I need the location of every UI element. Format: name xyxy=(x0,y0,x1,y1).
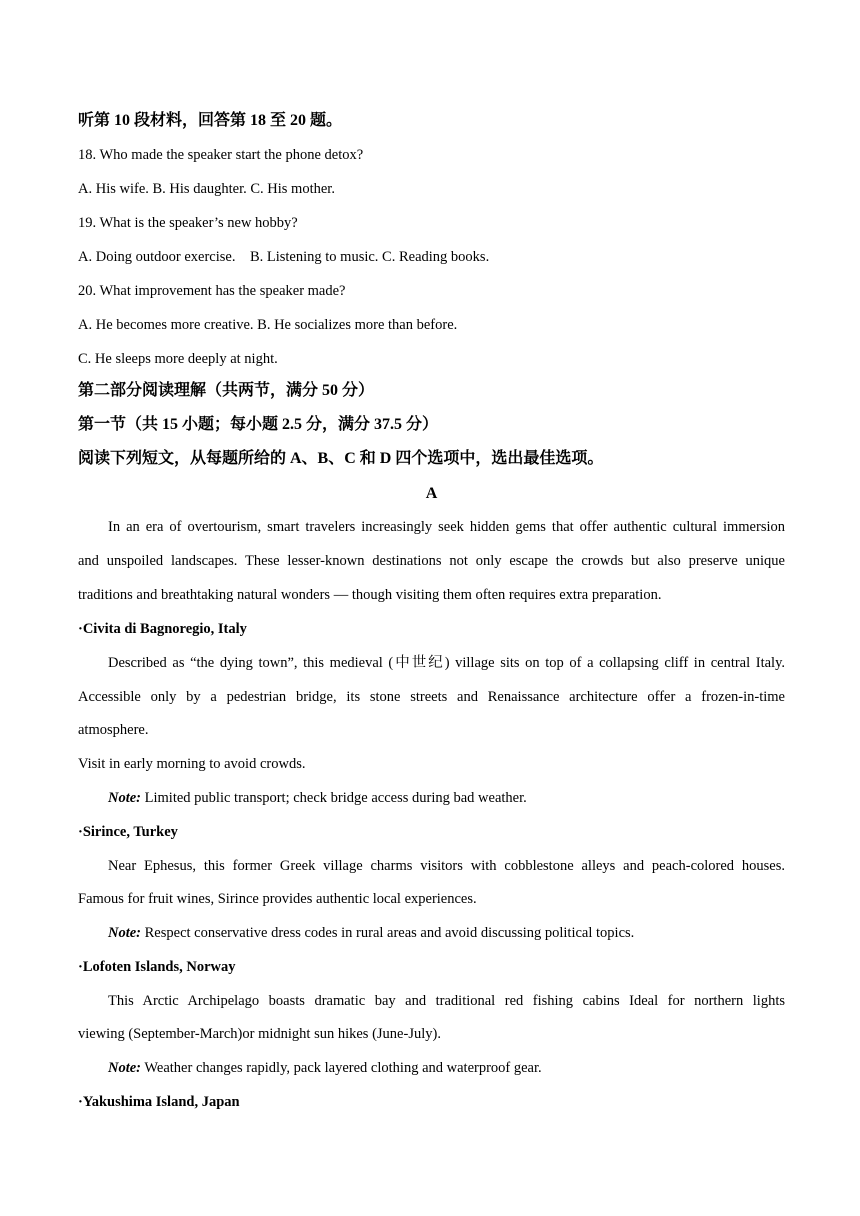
destination-note xyxy=(108,1059,785,1077)
question-20-options: A. He becomes more creative. B. He socializes more than before. xyxy=(78,317,458,333)
reading-instruction: 阅读下列短文，从每题所给的 A、B、C 和 D 四个选项中，选出最佳选项。 xyxy=(78,450,604,467)
destination-text-line: atmosphere. xyxy=(78,722,149,738)
note-label: Note: xyxy=(108,1060,142,1076)
destination-text-line: viewing (September-March)or midnight sun hikes (June-July). xyxy=(78,1026,441,1042)
part-two-title: 第二部分阅读理解（共两节，满分 50 分） xyxy=(78,382,375,399)
question-18: 18. Who made the speaker start the phone detox? xyxy=(78,147,364,163)
destination-title: ·Civita di Bagnoregio, Italy xyxy=(78,621,247,637)
question-20-option-c: C. He sleeps more deeply at night. xyxy=(78,351,278,367)
section-intro: 听第 10 段材料，回答第 18 至 20 题。 xyxy=(78,112,343,129)
destination-text-line: Famous for fruit wines, Sirince provides authentic local experiences. xyxy=(78,891,477,907)
intro-line-1: In an era of overtourism, smart travelers increasingly seek hidden gems that offer authentic cultural immersion xyxy=(108,519,785,535)
note-label: Note: xyxy=(108,925,142,941)
question-19-options: A. Doing outdoor exercise. B. Listening to music. C. Reading books. xyxy=(78,249,490,265)
intro-line-3: traditions and breathtaking natural wonders — though visiting them often requires extra preparation. xyxy=(78,587,662,603)
destination-text-line: Near Ephesus, this former Greek village charms visitors with cobblestone alleys and peach-colored houses. xyxy=(108,858,785,874)
question-19: 19. What is the speaker’s new hobby? xyxy=(78,215,298,231)
note-text: Weather changes rapidly, pack layered clothing and waterproof gear. xyxy=(141,1060,542,1076)
note-text: Limited public transport; check bridge access during bad weather. xyxy=(141,790,527,806)
intro-line-2: and unspoiled landscapes. These lesser-known destinations not only escape the crowds but also preserve unique xyxy=(78,553,785,569)
destination-title: ·Lofoten Islands, Norway xyxy=(78,959,236,975)
destination-title: ·Yakushima Island, Japan xyxy=(78,1094,240,1110)
destination-text-line: Described as “the dying town”, this medieval (中世纪) village sits on top of a collapsing cliff in central Italy. xyxy=(108,655,785,671)
destination-title: ·Sirince, Turkey xyxy=(78,824,178,840)
destination-note xyxy=(108,924,785,942)
destination-text-line: This Arctic Archipelago boasts dramatic bay and traditional red fishing cabins Ideal for northern lights xyxy=(108,993,785,1009)
note-text: Respect conservative dress codes in rural areas and avoid discussing political topics. xyxy=(141,925,635,941)
destination-note xyxy=(108,789,785,807)
note-label: Note: xyxy=(108,790,142,806)
question-20: 20. What improvement has the speaker made? xyxy=(78,283,346,299)
passage-label: A xyxy=(425,485,438,502)
section-one-title: 第一节（共 15 小题；每小题 2.5 分，满分 37.5 分） xyxy=(78,416,439,433)
question-18-options: A. His wife. B. His daughter. C. His mother. xyxy=(78,181,335,197)
destination-text-line: Accessible only by a pedestrian bridge, its stone streets and Renaissance architecture offer a frozen-in-time xyxy=(78,689,785,705)
destination-text-line: Visit in early morning to avoid crowds. xyxy=(78,756,306,772)
